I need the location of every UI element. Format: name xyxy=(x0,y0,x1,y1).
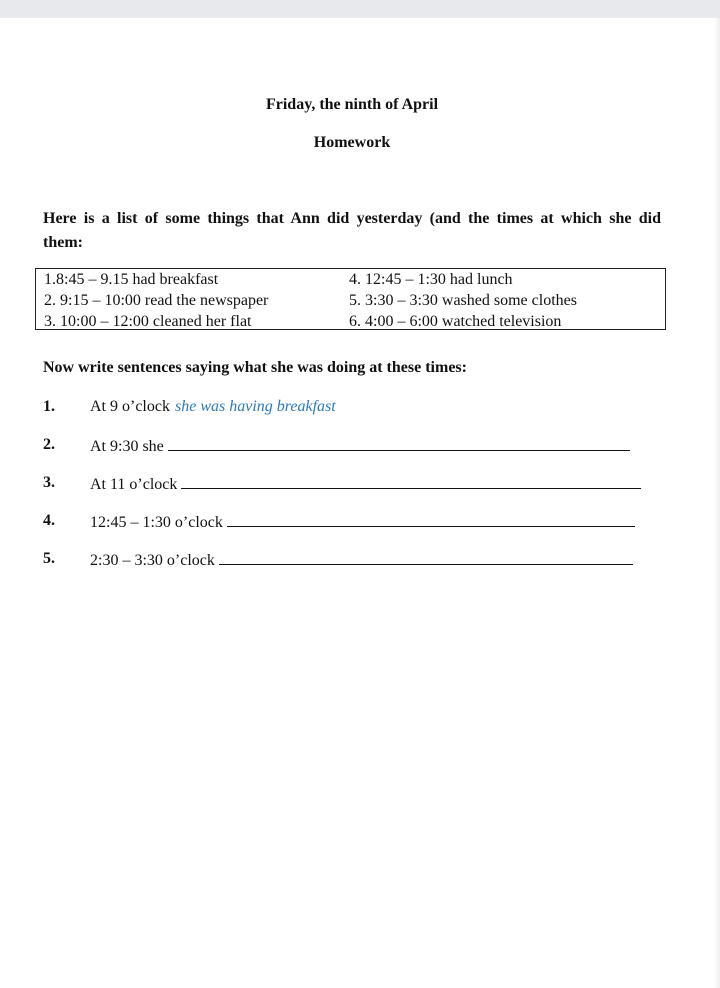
exercise-number: 2. xyxy=(43,436,55,453)
activity-item: 5. 3:30 – 3:30 washed some clothes xyxy=(349,292,577,309)
answer-blank-line[interactable] xyxy=(227,512,635,527)
exercise-prompt: 12:45 – 1:30 o’clock xyxy=(90,514,223,531)
worksheet-title: Homework xyxy=(313,134,391,151)
exercise-row xyxy=(90,436,630,456)
activity-item: 6. 4:00 – 6:00 watched television xyxy=(349,313,562,330)
exercise-row xyxy=(90,474,641,494)
exercise-prompt: At 9 o’clock xyxy=(90,398,170,415)
activity-item: 1.8:45 – 9.15 had breakfast xyxy=(44,271,219,288)
instruction-text: Now write sentences saying what she was doing at these times: xyxy=(43,359,467,376)
activity-item: 4. 12:45 – 1:30 had lunch xyxy=(349,271,513,288)
page-shadow-edge xyxy=(714,18,720,988)
exercise-number: 1. xyxy=(43,398,55,415)
worksheet-date: Friday, the ninth of April xyxy=(265,96,439,113)
exercise-prompt: At 9:30 she xyxy=(90,438,164,455)
intro-text: Here is a list of some things that Ann did yesterday (and the times at which she did them: xyxy=(43,210,661,251)
activity-item: 2. 9:15 – 10:00 read the newspaper xyxy=(44,292,269,309)
viewer-top-bar xyxy=(0,0,720,18)
exercise-row xyxy=(90,512,635,532)
exercise-prompt: 2:30 – 3:30 o’clock xyxy=(90,552,215,569)
exercise-prompt: At 11 o’clock xyxy=(90,476,178,493)
exercise-number: 3. xyxy=(43,474,55,491)
worksheet-page xyxy=(0,18,714,988)
answer-blank-line[interactable] xyxy=(181,474,641,489)
exercise-number: 4. xyxy=(43,512,55,529)
exercise-answer: she was having breakfast xyxy=(174,398,336,415)
answer-blank-line[interactable] xyxy=(219,550,633,565)
activity-item: 3. 10:00 – 12:00 cleaned her flat xyxy=(44,313,252,330)
answer-blank-line[interactable] xyxy=(168,436,630,451)
activity-list-box xyxy=(35,268,666,330)
exercise-row xyxy=(90,398,336,416)
exercise-number: 5. xyxy=(43,550,55,567)
exercise-row xyxy=(90,550,633,570)
